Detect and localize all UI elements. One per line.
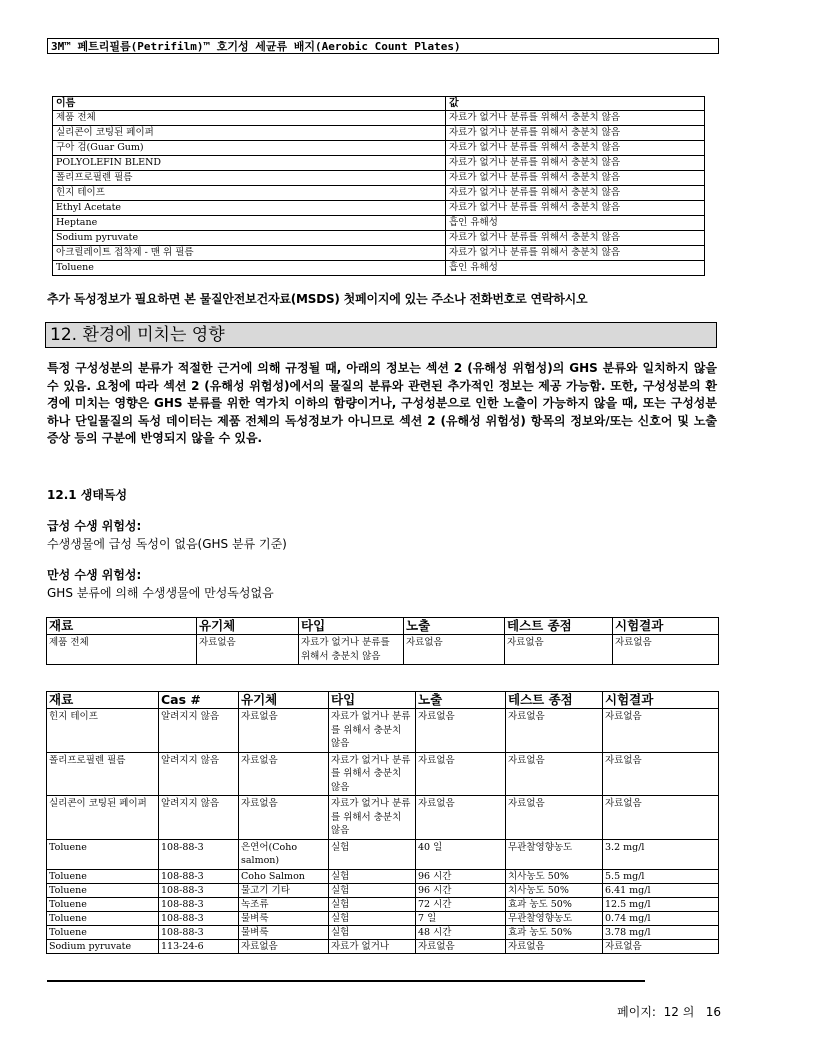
- column-header: 재료: [47, 692, 159, 709]
- table-cell: 물벼룩: [239, 925, 329, 939]
- table-cell: 자료없음: [239, 752, 329, 796]
- table-cell: 자료가 없거나 분류를 위해서 충분치 않음: [446, 246, 705, 261]
- table-cell: 실리콘이 코팅된 페이퍼: [47, 796, 159, 840]
- table-cell: 자료가 없거나 분류를 위해서 충분치 않음: [446, 141, 705, 156]
- table-row: [47, 939, 719, 953]
- table-cell: 실리콘이 코팅된 페이퍼: [53, 126, 446, 141]
- table-cell: 효과 농도 50%: [506, 897, 603, 911]
- table-cell: Toluene: [47, 925, 159, 939]
- table-cell: 108-88-3: [159, 869, 239, 883]
- table-cell: 자료없음: [404, 635, 505, 665]
- table-cell: 자료가 없거나 분류를 위해서 충분치 않음: [446, 126, 705, 141]
- table-cell: 108-88-3: [159, 925, 239, 939]
- table-cell: Ethyl Acetate: [53, 201, 446, 216]
- table-row: [47, 752, 719, 796]
- table-cell: 흡인 유해성: [446, 261, 705, 276]
- column-header: 값: [446, 97, 705, 111]
- table-cell: 자료없음: [603, 709, 719, 753]
- table-cell: 자료가 없거나 분류를 위해서 충분치 않음: [446, 156, 705, 171]
- chronic-hazard-text: GHS 분류에 의해 수생생물에 만성독성없음: [47, 586, 274, 600]
- table-row: [53, 186, 705, 201]
- table-row: [47, 796, 719, 840]
- document-header: 3M™ 페트리필름(Petrifilm)™ 호기성 세균류 배지(Aerobic Count Plates): [47, 38, 719, 54]
- composition-table: [52, 96, 705, 276]
- column-header: 유기체: [239, 692, 329, 709]
- table-cell: 자료없음: [239, 939, 329, 953]
- column-header: 테스트 종점: [506, 692, 603, 709]
- column-header: 타입: [329, 692, 416, 709]
- contact-note: 추가 독성정보가 필요하면 본 물질안전보건자료(MSDS) 첫페이지에 있는 주소나 전화번호로 연락하시오: [47, 292, 588, 306]
- table-cell: 자료없음: [197, 635, 299, 665]
- table-cell: 자료가 없거나 분류를 위해서 충분치 않음: [446, 171, 705, 186]
- table-cell: 폴리프로필렌 필름: [47, 752, 159, 796]
- table-cell: 제품 전체: [53, 111, 446, 126]
- table-cell: 자료없음: [239, 709, 329, 753]
- table-cell: Toluene: [47, 869, 159, 883]
- table-row: [47, 709, 719, 753]
- table-cell: 자료가 없거나 분류를 위해서 충분치 않음: [446, 231, 705, 246]
- table-cell: 알려지지 않음: [159, 796, 239, 840]
- column-header: Cas #: [159, 692, 239, 709]
- table-cell: 자료없음: [416, 752, 506, 796]
- table-cell: Heptane: [53, 216, 446, 231]
- table-cell: 108-88-3: [159, 839, 239, 869]
- table-cell: 자료없음: [603, 752, 719, 796]
- table-cell: 폴리프로필렌 필름: [53, 171, 446, 186]
- section-intro: 특정 구성성분의 분류가 적절한 근거에 의해 규정될 때, 아래의 정보는 섹션 2 (유해성 위험성)의 GHS 분류와 일치하지 않을 수 있음. 요청에 따라 섹션 2 (유해성 위험성)에서의 물질의 분류와 관련된 추가적인 정보는 제공 가능함. 또한, 구성성분의 환경에 미치는 영향은 GHS 분류를 위한 역가치 이하의 함량이거나, 구성성분으로 인한 노출이 가능하지 않을 때, 또는 구성성분 하나 단일물질의 독성 데이터는 제품 전체의 독성정보가 아니므로 섹션 2 (유해성 위험성) 항목의 정보와/또는 신호어 및 노출 증상 등의 구분에 반영되지 않을 수 있음.: [47, 361, 717, 445]
- table-cell: Coho Salmon: [239, 869, 329, 883]
- table-row: [53, 216, 705, 231]
- table-cell: 자료없음: [603, 939, 719, 953]
- table-row: [47, 839, 719, 869]
- table-cell: 실험: [329, 883, 416, 897]
- table-cell: 자료없음: [506, 709, 603, 753]
- table-cell: 자료없음: [506, 939, 603, 953]
- table-row: [53, 231, 705, 246]
- table-row: [53, 261, 705, 276]
- table-cell: 72 시간: [416, 897, 506, 911]
- table-cell: 3.78 mg/l: [603, 925, 719, 939]
- subsection-heading: 12.1 생태독성: [47, 488, 128, 502]
- footer-rule: [47, 980, 645, 982]
- table-row: [53, 171, 705, 186]
- table-cell: 자료없음: [603, 796, 719, 840]
- table-cell: 흡인 유해성: [446, 216, 705, 231]
- table-cell: 자료가 없거나 분류를 위해서 충분치 않음: [446, 186, 705, 201]
- section-title: 12. 환경에 미치는 영향: [45, 322, 717, 348]
- table-cell: 자료없음: [506, 796, 603, 840]
- table-cell: 자료가 없거나 분류를 위해서 충분치 않음: [329, 752, 416, 796]
- table-cell: 구아 검(Guar Gum): [53, 141, 446, 156]
- table-cell: 40 일: [416, 839, 506, 869]
- ecotoxicity-table-product: [46, 617, 719, 665]
- table-cell: POLYOLEFIN BLEND: [53, 156, 446, 171]
- table-cell: 실험: [329, 869, 416, 883]
- table-row: [47, 883, 719, 897]
- table-cell: 아크릴레이트 접착제 - 맨 위 필름: [53, 246, 446, 261]
- table-cell: Toluene: [47, 911, 159, 925]
- table-cell: Sodium pyruvate: [47, 939, 159, 953]
- table-cell: 치사농도 50%: [506, 883, 603, 897]
- table-cell: 6.41 mg/l: [603, 883, 719, 897]
- table-cell: 알려지지 않음: [159, 709, 239, 753]
- table-cell: Toluene: [53, 261, 446, 276]
- composition-table-body: [53, 111, 705, 276]
- table-row: [53, 111, 705, 126]
- table-cell: 녹조류: [239, 897, 329, 911]
- table-cell: 자료가 없거나 분류를 위해서 충분치 않음: [299, 635, 404, 665]
- chronic-hazard-label: 만성 수생 위험성:: [47, 568, 142, 582]
- table-cell: 108-88-3: [159, 911, 239, 925]
- table-cell: 96 시간: [416, 883, 506, 897]
- table-cell: 12.5 mg/l: [603, 897, 719, 911]
- table-row: [53, 246, 705, 261]
- table-cell: 자료가 없거나 분류를 위해서 충분치 않음: [329, 796, 416, 840]
- table-cell: 힌지 테이프: [47, 709, 159, 753]
- column-header: 시험결과: [603, 692, 719, 709]
- table-row: [47, 925, 719, 939]
- table-cell: 무관찰영향농도: [506, 911, 603, 925]
- table-cell: 자료없음: [416, 939, 506, 953]
- table-cell: 자료없음: [506, 752, 603, 796]
- table-cell: 자료가 없거나 분류를 위해서 충분치 않음: [446, 111, 705, 126]
- table-cell: 자료없음: [239, 796, 329, 840]
- table-cell: 자료없음: [416, 709, 506, 753]
- table-cell: 은연어(Coho salmon): [239, 839, 329, 869]
- table-cell: 3.2 mg/l: [603, 839, 719, 869]
- table-cell: Toluene: [47, 883, 159, 897]
- acute-hazard-label: 급성 수생 위험성:: [47, 519, 142, 533]
- table-cell: 물고기 기타: [239, 883, 329, 897]
- table-row: [47, 869, 719, 883]
- ecotoxicity-table-body: [47, 709, 719, 954]
- table-cell: 48 시간: [416, 925, 506, 939]
- table-row: [53, 201, 705, 216]
- table-cell: 자료없음: [505, 635, 613, 665]
- table-row: [47, 635, 719, 665]
- table-cell: 108-88-3: [159, 897, 239, 911]
- table-cell: Sodium pyruvate: [53, 231, 446, 246]
- column-header: 재료: [47, 618, 197, 635]
- table-cell: 96 시간: [416, 869, 506, 883]
- column-header: 타입: [299, 618, 404, 635]
- table-row: [47, 911, 719, 925]
- table-cell: 치사농도 50%: [506, 869, 603, 883]
- column-header: 시험결과: [613, 618, 719, 635]
- column-header: 이름: [53, 97, 446, 111]
- table-cell: 무관찰영향농도: [506, 839, 603, 869]
- table-cell: Toluene: [47, 897, 159, 911]
- table-cell: 0.74 mg/l: [603, 911, 719, 925]
- column-header: 노출: [416, 692, 506, 709]
- table-cell: 자료없음: [416, 796, 506, 840]
- table-cell: 제품 전체: [47, 635, 197, 665]
- table-header-row: [47, 692, 719, 709]
- column-header: 테스트 종점: [505, 618, 613, 635]
- table-cell: 108-88-3: [159, 883, 239, 897]
- acute-hazard-text: 수생생물에 급성 독성이 없음(GHS 분류 기준): [47, 537, 287, 551]
- page-number: 페이지: 12 의 16: [617, 1005, 721, 1019]
- table-row: [53, 141, 705, 156]
- table-cell: 실험: [329, 911, 416, 925]
- table-cell: 자료가 없거나 분류를 위해서 충분치 않음: [446, 201, 705, 216]
- table-header-row: [53, 97, 705, 111]
- table-row: [47, 897, 719, 911]
- table-row: [53, 156, 705, 171]
- column-header: 노출: [404, 618, 505, 635]
- table-cell: 자료없음: [613, 635, 719, 665]
- table-cell: 실험: [329, 839, 416, 869]
- table-cell: 자료가 없거나 분류를 위해서 충분치 않음: [329, 709, 416, 753]
- table-cell: 113-24-6: [159, 939, 239, 953]
- table-cell: 7 일: [416, 911, 506, 925]
- table-cell: 물벼룩: [239, 911, 329, 925]
- table-header-row: [47, 618, 719, 635]
- table-cell: 알려지지 않음: [159, 752, 239, 796]
- ecotoxicity-table-components: [46, 691, 719, 954]
- table-cell: Toluene: [47, 839, 159, 869]
- table-cell: 힌지 테이프: [53, 186, 446, 201]
- table-cell: 5.5 mg/l: [603, 869, 719, 883]
- table-cell: 실험: [329, 897, 416, 911]
- table-cell: 실험: [329, 925, 416, 939]
- table-cell: 자료가 없거나: [329, 939, 416, 953]
- column-header: 유기체: [197, 618, 299, 635]
- table-cell: 효과 농도 50%: [506, 925, 603, 939]
- table-row: [53, 126, 705, 141]
